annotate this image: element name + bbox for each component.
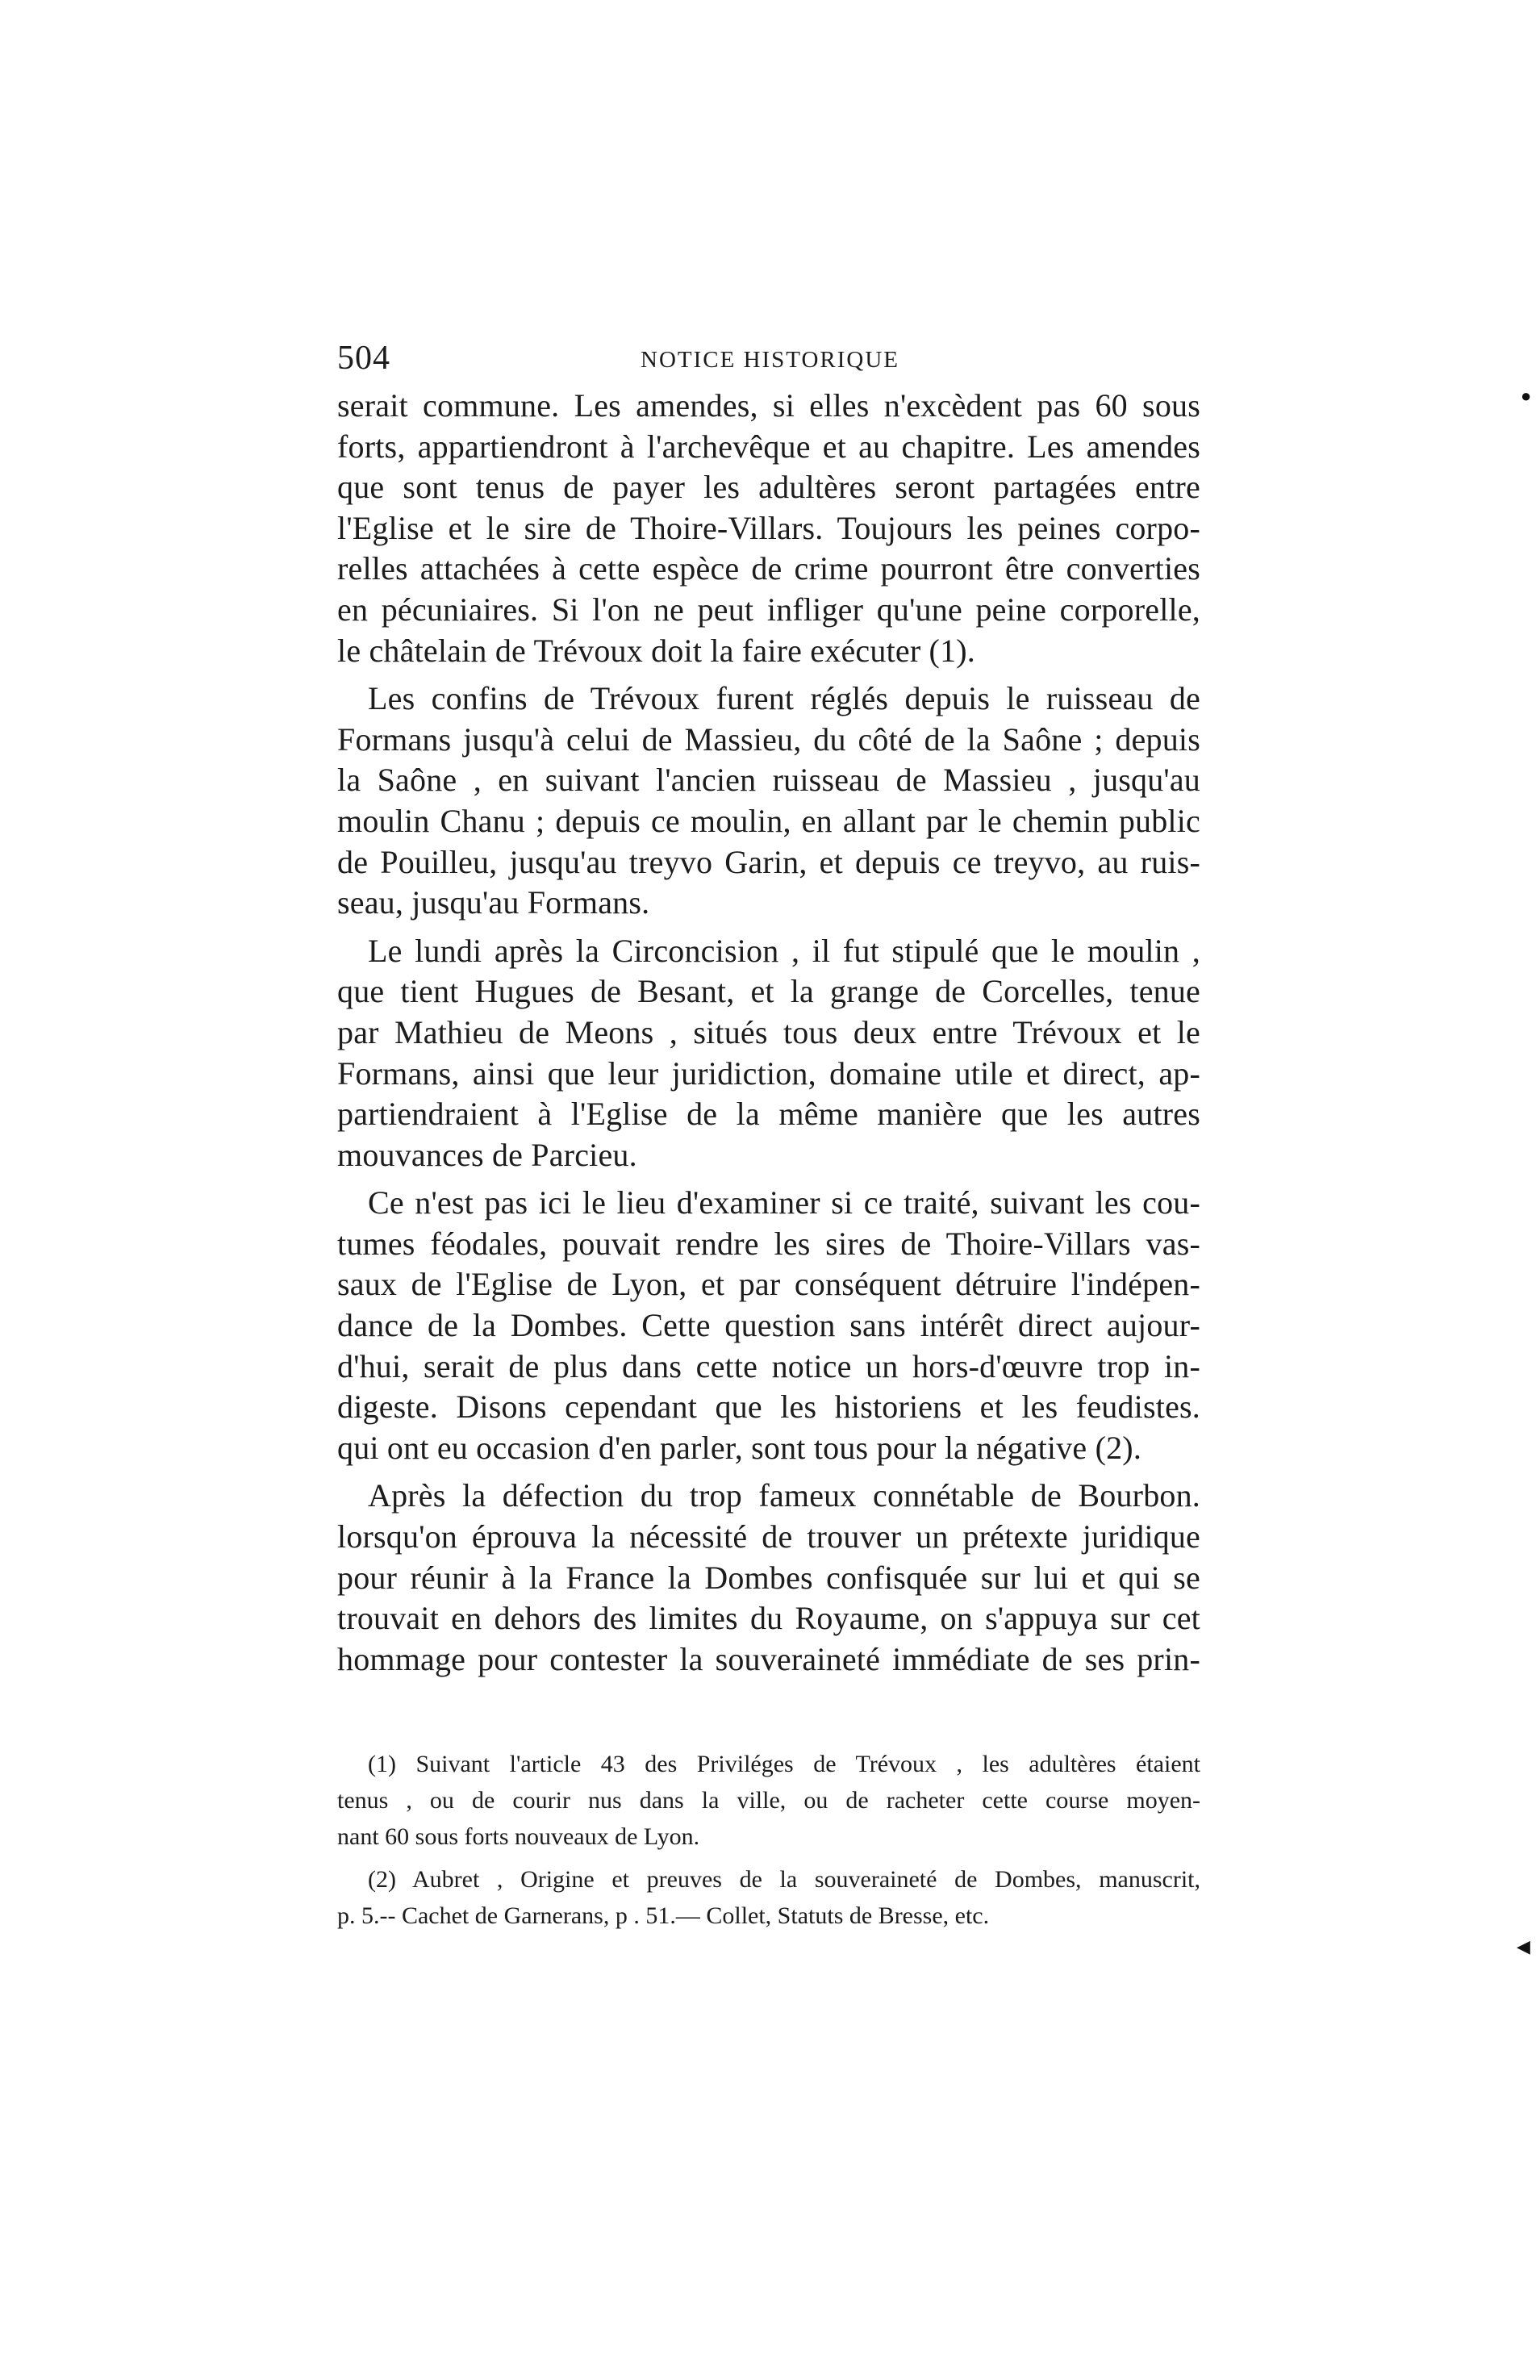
text-line: Les confins de Trévoux furent réglés depuis le ruisseau de bbox=[368, 680, 1200, 717]
text-line: trouvait en dehors des limites du Royaume, on s'appuya sur cet bbox=[337, 1600, 1200, 1637]
text-line: hommage pour contester la souveraineté immédiate de ses prin- bbox=[337, 1640, 1200, 1677]
text-line: que sont tenus de payer les adultères seront partagées entre bbox=[337, 469, 1200, 506]
text-line: seau, jusqu'au Formans. bbox=[337, 884, 650, 921]
footnote-line: tenus , ou de courir nus dans la ville, ou de racheter cette course moyen- bbox=[337, 1787, 1200, 1814]
text-line: d'hui, serait de plus dans cette notice un hors-d'œuvre trop in- bbox=[337, 1347, 1200, 1384]
text-line: Ce n'est pas ici le lieu d'examiner si ce traité, suivant les cou- bbox=[368, 1184, 1200, 1221]
text-line: Formans jusqu'à celui de Massieu, du côté de la Saône ; depuis bbox=[337, 720, 1200, 758]
text-line: pour réunir à la France la Dombes confisquée sur lui et qui se bbox=[337, 1559, 1200, 1596]
main-text bbox=[337, 386, 1200, 1680]
text-line: l'Eglise et le sire de Thoire-Villars. Toujours les peines corpo- bbox=[337, 509, 1200, 546]
text-line: tumes féodales, pouvait rendre les sires de Thoire-Villars vas- bbox=[337, 1225, 1200, 1262]
text-line: dance de la Dombes. Cette question sans intérêt direct aujour- bbox=[337, 1307, 1200, 1344]
footnote-line: p. 5.-- Cachet de Garnerans, p . 51.— Collet, Statuts de Bresse, etc. bbox=[337, 1902, 990, 1929]
margin-arrow-mark: ◀ bbox=[1517, 1936, 1530, 1956]
text-line: relles attachées à cette espèce de crime pourront être converties bbox=[337, 550, 1200, 587]
footnote-line: (2) Aubret , Origine et preuves de la souveraineté de Dombes, manuscrit, bbox=[368, 1866, 1200, 1893]
footnote-line: nant 60 sous forts nouveaux de Lyon. bbox=[337, 1823, 700, 1850]
page-header bbox=[337, 339, 1200, 387]
text-line: Le lundi après la Circoncision , il fut stipulé que le moulin , bbox=[368, 932, 1200, 969]
text-line: qui ont eu occasion d'en parler, sont tous pour la négative (2). bbox=[337, 1429, 1142, 1466]
text-line: en pécuniaires. Si l'on ne peut infliger qu'une peine corporelle, bbox=[337, 591, 1200, 628]
margin-dot-mark: ● bbox=[1521, 386, 1532, 406]
text-line: de Pouilleu, jusqu'au treyvo Garin, et depuis ce treyvo, au ruis- bbox=[337, 843, 1200, 880]
text-line: partiendraient à l'Eglise de la même manière que les autres bbox=[337, 1096, 1200, 1133]
text-line: que tient Hugues de Besant, et la grange de Corcelles, tenue bbox=[337, 973, 1200, 1010]
text-line: digeste. Disons cependant que les historiens et les feudistes. bbox=[337, 1388, 1200, 1426]
text-line: le châtelain de Trévoux doit la faire exécuter (1). bbox=[337, 632, 976, 669]
text-line: saux de l'Eglise de Lyon, et par conséquent détruire l'indépen- bbox=[337, 1266, 1200, 1303]
text-line: moulin Chanu ; depuis ce moulin, en allant par le chemin public bbox=[337, 802, 1200, 839]
text-line: la Saône , en suivant l'ancien ruisseau de Massieu , jusqu'au bbox=[337, 762, 1200, 799]
text-line: lorsqu'on éprouva la nécessité de trouver un prétexte juridique bbox=[337, 1518, 1200, 1555]
page-number: 504 bbox=[337, 340, 390, 377]
text-line: par Mathieu de Meons , situés tous deux entre Trévoux et le bbox=[337, 1013, 1200, 1050]
text-line: serait commune. Les amendes, si elles n'excèdent pas 60 sous bbox=[337, 387, 1200, 424]
text-line: mouvances de Parcieu. bbox=[337, 1136, 637, 1173]
footnote-line: (1) Suivant l'article 43 des Priviléges de Trévoux , les adultères étaient bbox=[368, 1751, 1200, 1777]
running-title: NOTICE HISTORIQUE bbox=[641, 347, 900, 373]
text-line: Formans, ainsi que leur juridiction, domaine utile et direct, ap- bbox=[337, 1054, 1200, 1092]
text-line: Après la défection du trop fameux connétable de Bourbon. bbox=[368, 1477, 1200, 1514]
text-line: forts, appartiendront à l'archevêque et au chapitre. Les amendes bbox=[337, 428, 1200, 465]
footnotes bbox=[337, 1746, 1200, 1934]
